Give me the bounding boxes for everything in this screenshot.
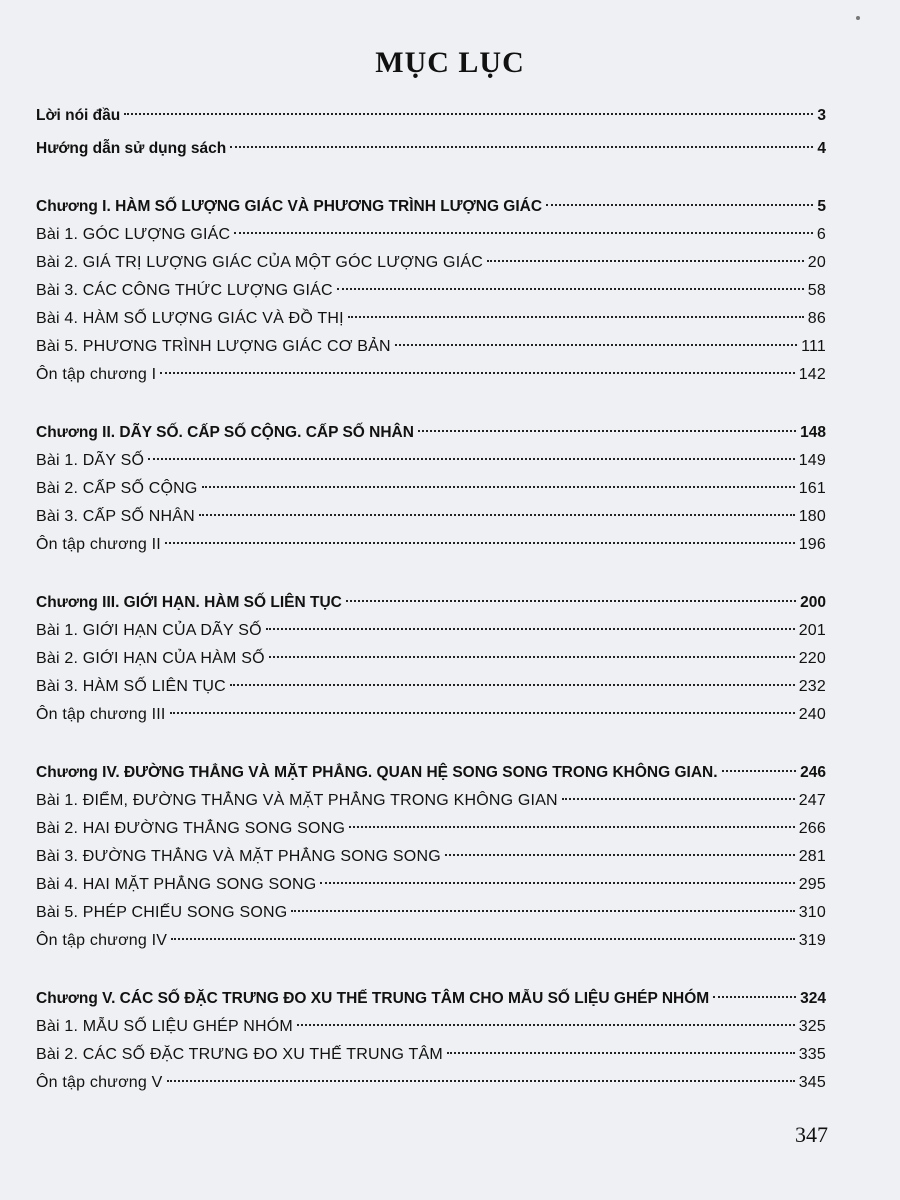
toc-page-number: 335	[798, 1046, 826, 1063]
toc-label: Chương II. DÃY SỐ. CẤP SỐ CỘNG. CẤP SỐ NHÂN	[36, 424, 414, 441]
toc-item	[36, 477, 826, 501]
toc-item	[36, 335, 826, 359]
toc-page-number: 3	[817, 107, 826, 124]
toc-label: Bài 3. CẤP SỐ NHÂN	[36, 508, 195, 525]
dot-leader	[297, 1024, 795, 1026]
toc-page-number: 201	[798, 622, 826, 639]
toc-heading	[36, 591, 826, 615]
toc-label: Bài 1. GÓC LƯỢNG GIÁC	[36, 226, 231, 243]
dot-leader	[546, 204, 813, 206]
dot-leader	[418, 430, 796, 432]
toc-label: Bài 2. HAI ĐƯỜNG THẲNG SONG SONG	[36, 820, 346, 837]
toc-item	[36, 901, 826, 925]
dot-leader	[124, 113, 813, 115]
toc-page-number: 4	[817, 140, 826, 157]
dot-leader	[230, 146, 813, 148]
toc-page-number: 111	[801, 338, 826, 355]
dot-leader	[348, 316, 804, 318]
toc-page-number: 325	[798, 1018, 826, 1035]
toc-page-number: 149	[798, 452, 826, 469]
toc-label: Chương IV. ĐƯỜNG THẲNG VÀ MẶT PHẲNG. QUAN HỆ SONG SONG TRONG KHÔNG GIAN.	[36, 764, 718, 781]
toc-heading	[36, 761, 826, 785]
toc-label: Bài 3. ĐƯỜNG THẲNG VÀ MẶT PHẲNG SONG SONG	[36, 848, 441, 865]
toc-label: Bài 4. HAI MẶT PHẲNG SONG SONG	[36, 876, 317, 893]
toc-item	[36, 251, 826, 275]
toc-label: Bài 2. CÁC SỐ ĐẶC TRƯNG ĐO XU THẾ TRUNG TÂM	[36, 1046, 443, 1063]
toc-label: Bài 1. GIỚI HẠN CỦA DÃY SỐ	[36, 622, 262, 639]
toc-page-number: 247	[798, 792, 826, 809]
dot-leader	[269, 656, 795, 658]
toc-item	[36, 1043, 826, 1067]
toc-label: Bài 2. GIÁ TRỊ LƯỢNG GIÁC CỦA MỘT GÓC LƯỢNG GIÁC	[36, 254, 483, 271]
toc-label: Bài 1. MẪU SỐ LIỆU GHÉP NHÓM	[36, 1018, 293, 1035]
toc-page-number: 180	[798, 508, 826, 525]
dot-leader	[170, 712, 795, 714]
toc-label: Hướng dẫn sử dụng sách	[36, 140, 227, 157]
dot-leader	[230, 684, 795, 686]
dot-leader	[346, 600, 796, 602]
dot-leader	[148, 458, 795, 460]
toc-label: Bài 5. PHƯƠNG TRÌNH LƯỢNG GIÁC CƠ BẢN	[36, 338, 391, 355]
toc-item	[36, 1015, 826, 1039]
toc-item	[36, 505, 826, 529]
toc-heading	[36, 987, 826, 1011]
toc-item	[36, 533, 826, 557]
toc-page-number: 6	[816, 226, 826, 243]
toc-item	[36, 363, 826, 387]
toc-item	[36, 307, 826, 331]
dot-leader	[447, 1052, 795, 1054]
toc-page-number: 5	[817, 198, 826, 215]
page-number: 347	[795, 1122, 828, 1147]
toc-label: Bài 1. DÃY SỐ	[36, 452, 145, 469]
toc-page-number: 161	[798, 480, 826, 497]
toc-page-number: 246	[800, 764, 826, 781]
toc-heading	[36, 195, 826, 219]
toc-page-number: 324	[800, 990, 826, 1007]
toc-page-number: 200	[800, 594, 826, 611]
page-title: MỤC LỤC	[375, 46, 525, 79]
paper-speck	[856, 16, 860, 20]
dot-leader	[266, 628, 795, 630]
toc-label: Bài 2. GIỚI HẠN CỦA HÀM SỐ	[36, 650, 265, 667]
toc-heading	[36, 104, 826, 128]
toc-item	[36, 929, 826, 953]
toc-page-number: 148	[800, 424, 826, 441]
toc-item	[36, 703, 826, 727]
toc-page-number: 310	[798, 904, 826, 921]
toc-label: Bài 3. HÀM SỐ LIÊN TỤC	[36, 678, 226, 695]
toc-label: Bài 4. HÀM SỐ LƯỢNG GIÁC VÀ ĐỒ THỊ	[36, 310, 344, 327]
dot-leader	[337, 288, 804, 290]
toc-label: Ôn tập chương I	[36, 366, 157, 383]
toc-label: Ôn tập chương III	[36, 706, 166, 723]
toc-page-number: 86	[807, 310, 826, 327]
dot-leader	[722, 770, 797, 772]
toc-label: Ôn tập chương II	[36, 536, 161, 553]
toc-item	[36, 449, 826, 473]
toc-page-number: 281	[798, 848, 826, 865]
dot-leader	[562, 798, 795, 800]
toc-page-number: 295	[798, 876, 826, 893]
toc-page-number: 266	[798, 820, 826, 837]
dot-leader	[320, 882, 794, 884]
toc-page-number: 58	[807, 282, 826, 299]
toc-item	[36, 647, 826, 671]
toc-label: Chương V. CÁC SỐ ĐẶC TRƯNG ĐO XU THẾ TRUNG TÂM CHO MẪU SỐ LIỆU GHÉP NHÓM	[36, 990, 710, 1007]
dot-leader	[202, 486, 795, 488]
toc-page-number: 142	[798, 366, 826, 383]
toc-heading	[36, 137, 826, 161]
toc-item	[36, 817, 826, 841]
dot-leader	[487, 260, 804, 262]
toc-label: Ôn tập chương IV	[36, 932, 168, 949]
toc-item	[36, 789, 826, 813]
dot-leader	[199, 514, 795, 516]
toc-heading	[36, 421, 826, 445]
toc-item	[36, 279, 826, 303]
toc-item	[36, 845, 826, 869]
dot-leader	[713, 996, 796, 998]
toc-label: Chương I. HÀM SỐ LƯỢNG GIÁC VÀ PHƯƠNG TRÌNH LƯỢNG GIÁC	[36, 198, 543, 215]
toc-page-number: 319	[798, 932, 826, 949]
toc-page-number: 345	[798, 1074, 826, 1091]
dot-leader	[445, 854, 795, 856]
toc-page-number: 20	[807, 254, 826, 271]
toc-page-number: 196	[798, 536, 826, 553]
toc-label: Bài 2. CẤP SỐ CỘNG	[36, 480, 198, 497]
dot-leader	[160, 372, 794, 374]
toc-page-number: 240	[798, 706, 826, 723]
toc-item	[36, 675, 826, 699]
toc-item	[36, 873, 826, 897]
toc-item	[36, 1071, 826, 1095]
dot-leader	[234, 232, 813, 234]
toc-label: Chương III. GIỚI HẠN. HÀM SỐ LIÊN TỤC	[36, 594, 342, 611]
toc-label: Ôn tập chương V	[36, 1074, 163, 1091]
dot-leader	[395, 344, 797, 346]
toc-label: Bài 3. CÁC CÔNG THỨC LƯỢNG GIÁC	[36, 282, 333, 299]
dot-leader	[349, 826, 795, 828]
dot-leader	[167, 1080, 795, 1082]
toc-label: Lời nói đầu	[36, 107, 121, 124]
toc-item	[36, 223, 826, 247]
toc-page-number: 232	[798, 678, 826, 695]
dot-leader	[291, 910, 794, 912]
toc-label: Bài 1. ĐIỂM, ĐƯỜNG THẲNG VÀ MẶT PHẲNG TRONG KHÔNG GIAN	[36, 792, 558, 809]
toc-item	[36, 619, 826, 643]
dot-leader	[171, 938, 795, 940]
dot-leader	[165, 542, 795, 544]
toc-page-number: 220	[798, 650, 826, 667]
toc-label: Bài 5. PHÉP CHIẾU SONG SONG	[36, 904, 288, 921]
